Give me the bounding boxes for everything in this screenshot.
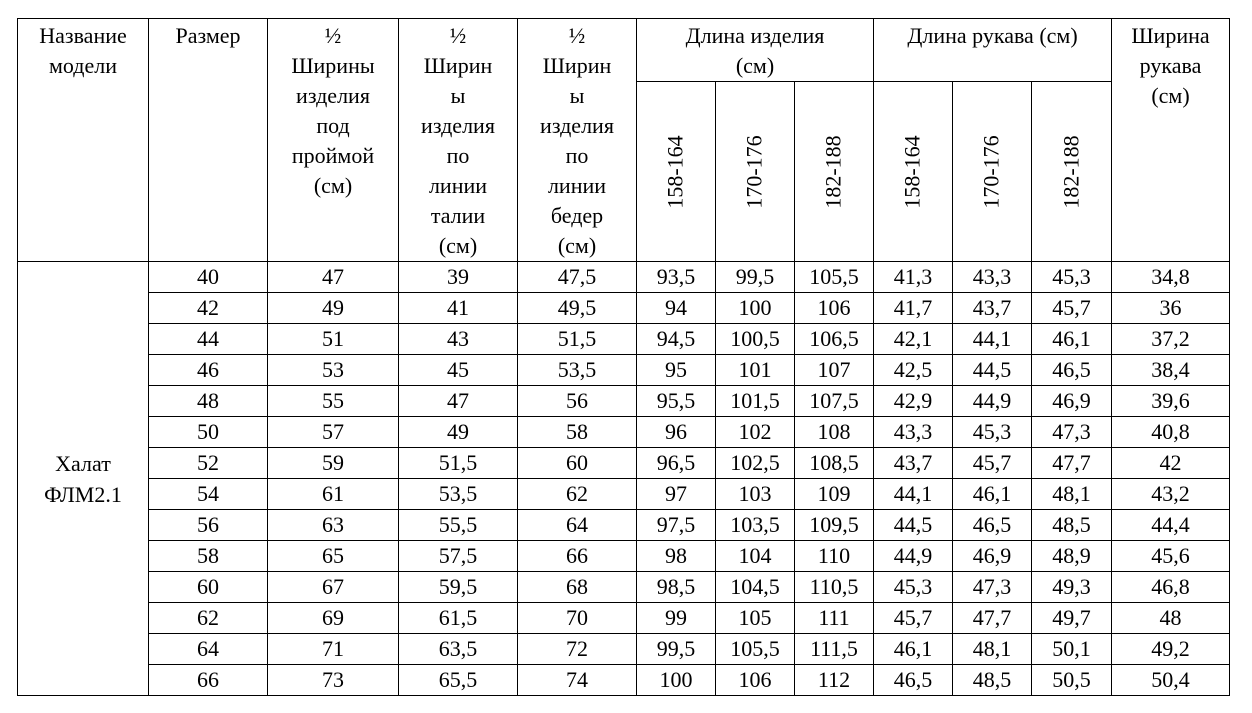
table-cell: 107,5 — [795, 386, 874, 417]
table-cell: 56 — [149, 510, 268, 541]
header-sleeve-length-group: Длина рукава (см) — [874, 19, 1112, 82]
table-cell: 41,7 — [874, 293, 953, 324]
table-cell: 45,7 — [953, 448, 1032, 479]
table-cell: 53,5 — [399, 479, 518, 510]
table-cell: 43,2 — [1112, 479, 1230, 510]
table-cell: 109,5 — [795, 510, 874, 541]
table-cell: 104,5 — [716, 572, 795, 603]
table-cell: 42,9 — [874, 386, 953, 417]
model-name-cell: Халат ФЛМ2.1 — [18, 262, 149, 696]
table-cell: 107 — [795, 355, 874, 386]
table-cell: 111,5 — [795, 634, 874, 665]
table-cell: 48 — [149, 386, 268, 417]
table-cell: 103 — [716, 479, 795, 510]
table-cell: 73 — [268, 665, 399, 696]
table-cell: 62 — [149, 603, 268, 634]
table-cell: 71 — [268, 634, 399, 665]
table-cell: 46,8 — [1112, 572, 1230, 603]
table-cell: 96 — [637, 417, 716, 448]
header-half-chest: ½ Ширины изделия под проймой (см) — [268, 19, 399, 262]
table-row — [18, 262, 1230, 293]
table-cell: 47 — [399, 386, 518, 417]
table-cell: 65 — [268, 541, 399, 572]
table-cell: 48,9 — [1032, 541, 1112, 572]
table-cell: 93,5 — [637, 262, 716, 293]
table-cell: 95,5 — [637, 386, 716, 417]
table-cell: 34,8 — [1112, 262, 1230, 293]
table-row — [18, 665, 1230, 696]
table-cell: 59 — [268, 448, 399, 479]
table-cell: 46,9 — [1032, 386, 1112, 417]
table-cell: 49,7 — [1032, 603, 1112, 634]
table-cell: 48,5 — [953, 665, 1032, 696]
table-cell: 44,4 — [1112, 510, 1230, 541]
table-cell: 42,1 — [874, 324, 953, 355]
table-cell: 59,5 — [399, 572, 518, 603]
table-cell: 102,5 — [716, 448, 795, 479]
table-cell: 56 — [518, 386, 637, 417]
header-sleeve-width: Ширина рукава (см) — [1112, 19, 1230, 262]
table-cell: 99,5 — [716, 262, 795, 293]
table-cell: 64 — [149, 634, 268, 665]
table-cell: 61,5 — [399, 603, 518, 634]
table-cell: 48,1 — [953, 634, 1032, 665]
table-cell: 44,5 — [953, 355, 1032, 386]
table-cell: 60 — [518, 448, 637, 479]
table-cell: 46,5 — [874, 665, 953, 696]
table-cell: 49,5 — [518, 293, 637, 324]
header-model: Название модели — [18, 19, 149, 262]
table-cell: 105,5 — [716, 634, 795, 665]
table-cell: 44,9 — [874, 541, 953, 572]
table-cell: 95 — [637, 355, 716, 386]
table-row — [18, 355, 1230, 386]
table-row — [18, 386, 1230, 417]
table-cell: 43,3 — [953, 262, 1032, 293]
table-cell: 47,7 — [953, 603, 1032, 634]
table-cell: 50,1 — [1032, 634, 1112, 665]
header-sleeve-height-2: 170-176 — [953, 82, 1032, 262]
table-cell: 48,1 — [1032, 479, 1112, 510]
table-cell: 37,2 — [1112, 324, 1230, 355]
table-cell: 65,5 — [399, 665, 518, 696]
header-length-height-1: 158-164 — [637, 82, 716, 262]
table-cell: 47 — [268, 262, 399, 293]
table-cell: 99,5 — [637, 634, 716, 665]
table-cell: 100 — [716, 293, 795, 324]
size-chart — [17, 18, 1230, 696]
table-cell: 55 — [268, 386, 399, 417]
table-cell: 100 — [637, 665, 716, 696]
table-cell: 52 — [149, 448, 268, 479]
table-cell: 44,9 — [953, 386, 1032, 417]
table-cell: 105 — [716, 603, 795, 634]
header-half-hip: ½ Ширин ы изделия по линии бедер (см) — [518, 19, 637, 262]
table-cell: 112 — [795, 665, 874, 696]
table-cell: 41 — [399, 293, 518, 324]
table-cell: 96,5 — [637, 448, 716, 479]
table-cell: 51,5 — [518, 324, 637, 355]
table-cell: 110,5 — [795, 572, 874, 603]
table-cell: 45,6 — [1112, 541, 1230, 572]
table-cell: 45,7 — [1032, 293, 1112, 324]
table-cell: 98,5 — [637, 572, 716, 603]
table-cell: 101 — [716, 355, 795, 386]
table-cell: 106 — [716, 665, 795, 696]
table-row — [18, 603, 1230, 634]
table-row — [18, 293, 1230, 324]
table-cell: 47,3 — [953, 572, 1032, 603]
table-cell: 49,2 — [1112, 634, 1230, 665]
size-table — [17, 18, 1230, 696]
table-cell: 46,1 — [953, 479, 1032, 510]
table-cell: 62 — [518, 479, 637, 510]
table-cell: 104 — [716, 541, 795, 572]
table-cell: 39 — [399, 262, 518, 293]
table-cell: 57,5 — [399, 541, 518, 572]
table-cell: 105,5 — [795, 262, 874, 293]
table-cell: 47,5 — [518, 262, 637, 293]
table-cell: 51,5 — [399, 448, 518, 479]
table-row — [18, 448, 1230, 479]
table-cell: 66 — [518, 541, 637, 572]
table-cell: 44,1 — [874, 479, 953, 510]
table-cell: 38,4 — [1112, 355, 1230, 386]
table-cell: 49 — [268, 293, 399, 324]
table-cell: 97,5 — [637, 510, 716, 541]
table-row — [18, 572, 1230, 603]
table-cell: 106,5 — [795, 324, 874, 355]
table-cell: 47,3 — [1032, 417, 1112, 448]
table-cell: 94 — [637, 293, 716, 324]
table-cell: 46,1 — [874, 634, 953, 665]
table-cell: 66 — [149, 665, 268, 696]
table-row — [18, 324, 1230, 355]
header-length-height-3: 182-188 — [795, 82, 874, 262]
table-cell: 48,5 — [1032, 510, 1112, 541]
table-cell: 49,3 — [1032, 572, 1112, 603]
table-cell: 45,3 — [1032, 262, 1112, 293]
table-cell: 48 — [1112, 603, 1230, 634]
table-cell: 55,5 — [399, 510, 518, 541]
header-sleeve-height-3: 182-188 — [1032, 82, 1112, 262]
table-cell: 51 — [268, 324, 399, 355]
table-cell: 42 — [1112, 448, 1230, 479]
table-cell: 49 — [399, 417, 518, 448]
table-cell: 43 — [399, 324, 518, 355]
table-cell: 108 — [795, 417, 874, 448]
table-cell: 108,5 — [795, 448, 874, 479]
table-cell: 72 — [518, 634, 637, 665]
table-cell: 44,5 — [874, 510, 953, 541]
table-cell: 100,5 — [716, 324, 795, 355]
table-cell: 36 — [1112, 293, 1230, 324]
table-cell: 58 — [518, 417, 637, 448]
table-cell: 45,7 — [874, 603, 953, 634]
table-cell: 54 — [149, 479, 268, 510]
table-cell: 63,5 — [399, 634, 518, 665]
table-cell: 41,3 — [874, 262, 953, 293]
table-cell: 53,5 — [518, 355, 637, 386]
table-cell: 46 — [149, 355, 268, 386]
table-cell: 40 — [149, 262, 268, 293]
table-cell: 101,5 — [716, 386, 795, 417]
table-cell: 50,5 — [1032, 665, 1112, 696]
table-cell: 106 — [795, 293, 874, 324]
table-cell: 46,5 — [953, 510, 1032, 541]
table-row — [18, 541, 1230, 572]
table-cell: 98 — [637, 541, 716, 572]
header-half-waist: ½ Ширин ы изделия по линии талии (см) — [399, 19, 518, 262]
table-cell: 64 — [518, 510, 637, 541]
table-cell: 74 — [518, 665, 637, 696]
table-cell: 43,7 — [874, 448, 953, 479]
table-cell: 102 — [716, 417, 795, 448]
table-cell: 69 — [268, 603, 399, 634]
table-cell: 39,6 — [1112, 386, 1230, 417]
table-cell: 45,3 — [874, 572, 953, 603]
table-cell: 67 — [268, 572, 399, 603]
table-cell: 42 — [149, 293, 268, 324]
table-row — [18, 510, 1230, 541]
table-cell: 43,3 — [874, 417, 953, 448]
table-cell: 99 — [637, 603, 716, 634]
table-cell: 103,5 — [716, 510, 795, 541]
table-cell: 45 — [399, 355, 518, 386]
table-cell: 109 — [795, 479, 874, 510]
table-cell: 50,4 — [1112, 665, 1230, 696]
header-size: Размер — [149, 19, 268, 262]
table-cell: 61 — [268, 479, 399, 510]
table-cell: 46,1 — [1032, 324, 1112, 355]
table-cell: 58 — [149, 541, 268, 572]
table-row — [18, 634, 1230, 665]
table-cell: 94,5 — [637, 324, 716, 355]
header-sleeve-height-1: 158-164 — [874, 82, 953, 262]
table-cell: 68 — [518, 572, 637, 603]
table-cell: 40,8 — [1112, 417, 1230, 448]
table-row — [18, 417, 1230, 448]
table-cell: 47,7 — [1032, 448, 1112, 479]
table-cell: 46,9 — [953, 541, 1032, 572]
table-cell: 43,7 — [953, 293, 1032, 324]
table-cell: 97 — [637, 479, 716, 510]
header-length-group: Длина изделия (см) — [637, 19, 874, 82]
table-cell: 46,5 — [1032, 355, 1112, 386]
table-cell: 44 — [149, 324, 268, 355]
table-cell: 110 — [795, 541, 874, 572]
table-cell: 44,1 — [953, 324, 1032, 355]
table-cell: 111 — [795, 603, 874, 634]
table-cell: 45,3 — [953, 417, 1032, 448]
table-body — [18, 262, 1230, 696]
table-cell: 63 — [268, 510, 399, 541]
table-cell: 53 — [268, 355, 399, 386]
table-cell: 70 — [518, 603, 637, 634]
table-cell: 50 — [149, 417, 268, 448]
table-cell: 57 — [268, 417, 399, 448]
header-length-height-2: 170-176 — [716, 82, 795, 262]
table-row — [18, 479, 1230, 510]
table-cell: 42,5 — [874, 355, 953, 386]
table-cell: 60 — [149, 572, 268, 603]
